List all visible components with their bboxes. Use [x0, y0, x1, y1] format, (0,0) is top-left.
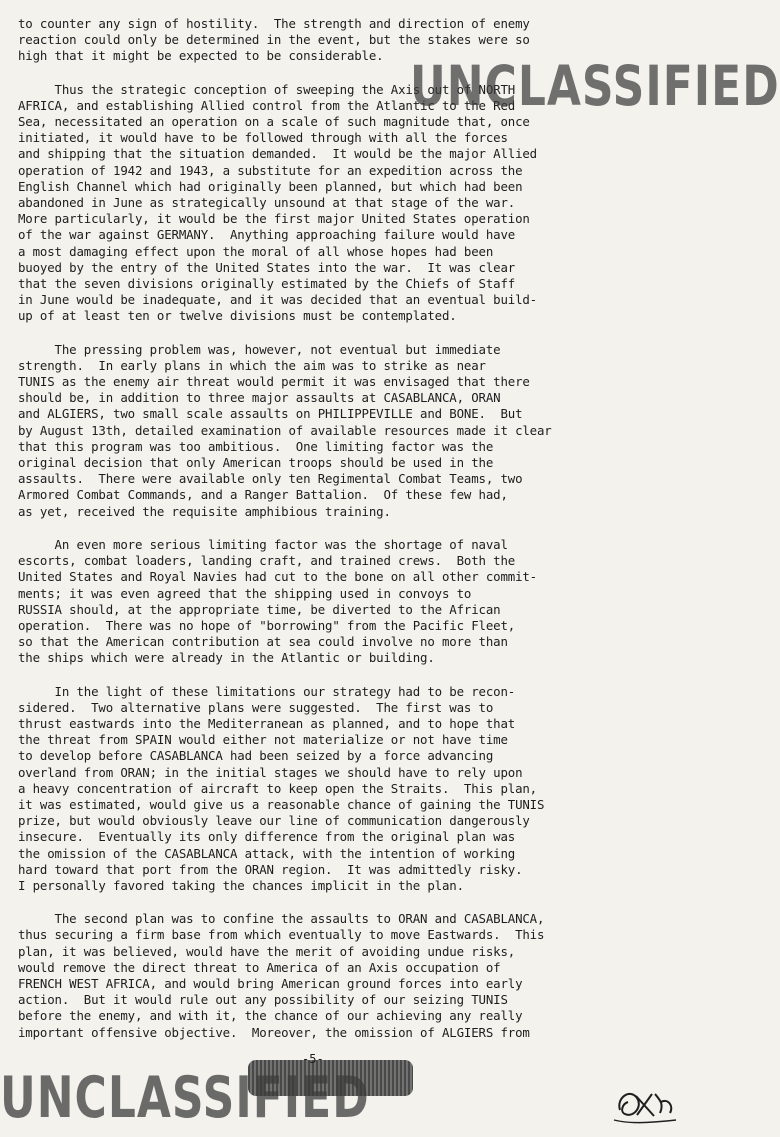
text-line: Sea, necessitated an operation on a scale of such magnitude that, once [18, 114, 530, 130]
text-line: thus securing a firm base from which eventually to move Eastwards. This [18, 927, 545, 943]
text-line: abandoned in June as strategically unsound at that stage of the war. [18, 195, 516, 211]
text-line: and shipping that the situation demanded. It would be the major Allied [18, 146, 537, 162]
text-line: original decision that only American troops should be used in the [18, 455, 494, 471]
text-line: should be, in addition to three major assaults at CASABLANCA, ORAN [18, 390, 501, 406]
text-line: ments; it was even agreed that the shipping used in convoys to [18, 585, 472, 601]
text-line: RUSSIA should, at the appropriate time, be diverted to the African [18, 601, 501, 617]
document-body [18, 16, 678, 1058]
text-line: TUNIS as the enemy air threat would permit it was envisaged that there [18, 374, 530, 390]
unclassified-stamp-bottom: UNCLASSIFIED [0, 1065, 370, 1132]
text-line: in June would be inadequate, and it was decided that an eventual build- [18, 292, 537, 308]
text-line: sidered. Two alternative plans were suggested. The first was to [18, 699, 494, 715]
text-line: I personally favored taking the chances implicit in the plan. [18, 877, 464, 893]
text-line: The second plan was to confine the assaults to ORAN and CASABLANCA, [18, 911, 545, 927]
text-line: More particularly, it would be the first major United States operation [18, 211, 530, 227]
text-line: operation of 1942 and 1943, a substitute for an expedition across the [18, 162, 523, 178]
text-line: In the light of these limitations our strategy had to be recon- [18, 683, 516, 699]
text-line: The pressing problem was, however, not eventual but immediate [18, 341, 501, 357]
text-line: the threat from SPAIN would either not materialize or not have time [18, 732, 508, 748]
text-line: initiated, it would have to be followed through with all the forces [18, 130, 508, 146]
text-line: a heavy concentration of aircraft to keep open the Straits. This plan, [18, 780, 537, 796]
paragraph-4 [18, 537, 678, 667]
text-line: important offensive objective. Moreover, the omission of ALGIERS from [18, 1024, 530, 1040]
handwritten-initials-icon [612, 1080, 680, 1124]
text-line: assaults. There were available only ten Regimental Combat Teams, two [18, 471, 523, 487]
text-line: to counter any sign of hostility. The strength and direction of enemy [18, 16, 530, 31]
text-line: would remove the direct threat to America of an Axis occupation of [18, 959, 501, 975]
text-line: buoyed by the entry of the United States into the war. It was clear [18, 259, 516, 275]
text-line: so that the American contribution at sea could involve no more than [18, 634, 508, 650]
text-line: as yet, received the requisite amphibious training. [18, 503, 391, 519]
text-line: hard toward that port from the ORAN region. It was admittedly risky. [18, 861, 523, 877]
paragraph-3 [18, 342, 678, 520]
text-line: An even more serious limiting factor was the shortage of naval [18, 536, 508, 552]
text-line: thrust eastwards into the Mediterranean as planned, and to hope that [18, 715, 516, 731]
text-line: the ships which were already in the Atlantic or building. [18, 650, 435, 666]
text-line: FRENCH WEST AFRICA, and would bring American ground forces into early [18, 975, 523, 991]
text-line: AFRICA, and establishing Allied control from the Atlantic to the Red [18, 97, 516, 113]
text-line: reaction could only be determined in the event, but the stakes were so [18, 32, 530, 48]
text-line: by August 13th, detailed examination of available resources made it clear [18, 422, 552, 438]
text-line: that the seven divisions originally estimated by the Chiefs of Staff [18, 276, 516, 292]
text-line: insecure. Eventually its only difference from the original plan was [18, 829, 516, 845]
text-line: and ALGIERS, two small scale assaults on PHILIPPEVILLE and BONE. But [18, 406, 523, 422]
text-line: Thus the strategic conception of sweeping the Axis out of NORTH [18, 81, 516, 97]
text-line: high that it might be expected to be considerable. [18, 48, 384, 64]
text-line: English Channel which had originally been planned, but which had been [18, 178, 523, 194]
text-line: that this program was too ambitious. One limiting factor was the [18, 438, 494, 454]
unclassified-stamp-top: UNCLASSIFIED [410, 55, 780, 119]
text-line: action. But it would rule out any possibility of our seizing TUNIS [18, 992, 508, 1008]
text-line: operation. There was no hope of "borrowing" from the Pacific Fleet, [18, 617, 516, 633]
text-line: plan, it was believed, would have the merit of avoiding undue risks, [18, 943, 516, 959]
text-line: escorts, combat loaders, landing craft, and trained crews. Both the [18, 553, 516, 569]
text-line: it was estimated, would give us a reasonable chance of gaining the TUNIS [18, 796, 545, 812]
text-line: prize, but would obviously leave our line of communication dangerously [18, 813, 530, 829]
text-line: a most damaging effect upon the moral of all whose hopes had been [18, 243, 494, 259]
paragraph-5 [18, 684, 678, 895]
text-line: overland from ORAN; in the initial stages we should have to rely upon [18, 764, 523, 780]
paragraph-6 [18, 911, 678, 1041]
text-line: United States and Royal Navies had cut to the bone on all other commit- [18, 569, 537, 585]
text-line: strength. In early plans in which the aim was to strike as near [18, 357, 486, 373]
text-line: of the war against GERMANY. Anything approaching failure would have [18, 227, 516, 243]
page-number: -5- [302, 1052, 324, 1066]
text-line: to develop before CASABLANCA had been seized by a force advancing [18, 748, 494, 764]
text-line: up of at least ten or twelve divisions must be contemplated. [18, 308, 457, 324]
text-line: before the enemy, and with it, the chance of our achieving any really [18, 1008, 523, 1024]
text-line: the omission of the CASABLANCA attack, with the intention of working [18, 845, 516, 861]
text-line: Armored Combat Commands, and a Ranger Battalion. Of these few had, [18, 487, 508, 503]
